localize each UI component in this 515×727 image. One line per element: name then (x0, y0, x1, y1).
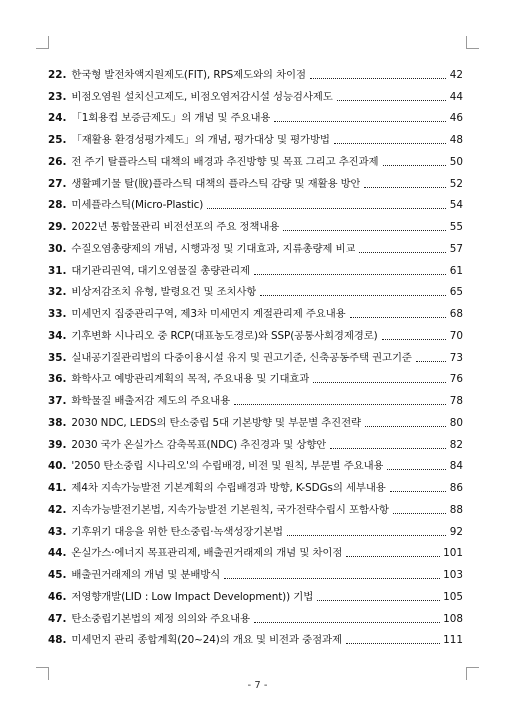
toc-entry-title: 2030 국가 온실가스 감축목표(NDC) 추진경과 및 상향안 (71, 438, 327, 451)
toc-entry-title: 미세먼지 집중관리구역, 제3차 미세먼지 계절관리제 주요내용 (71, 308, 346, 320)
toc-entry[interactable] (48, 473, 463, 495)
toc-entry[interactable] (48, 321, 463, 343)
toc-dot-leader (337, 99, 446, 101)
toc-entry[interactable] (48, 386, 463, 408)
toc-entry[interactable] (48, 365, 463, 387)
toc-dot-leader (346, 642, 440, 644)
toc-entry[interactable] (48, 234, 463, 256)
toc-entry[interactable] (48, 125, 463, 147)
toc-dot-leader (310, 77, 446, 79)
toc-entry-page: 105 (443, 590, 463, 603)
crop-mark-bottom-right (466, 667, 479, 680)
toc-entry-title: '2050 탄소중립 시나리오'의 수립배경, 비전 및 원칙, 부문별 주요내용 (71, 460, 384, 473)
toc-entry-page: 84 (449, 460, 463, 473)
toc-entry-number: 34. (48, 329, 67, 342)
toc-dot-leader (283, 229, 446, 231)
toc-entry-page: 70 (449, 329, 463, 342)
toc-entry-page: 55 (449, 221, 463, 233)
toc-entry[interactable] (48, 169, 463, 191)
toc-dot-leader (359, 251, 446, 253)
toc-entry[interactable] (48, 582, 463, 604)
toc-entry-number: 36. (48, 373, 67, 386)
toc-entry-number: 41. (48, 482, 67, 494)
table-of-contents (48, 60, 463, 647)
toc-entry-title: 비점오염원 설치신고제도, 비점오염저감시설 성능검사제도 (71, 90, 333, 103)
toc-dot-leader (365, 425, 446, 427)
toc-entry-title: 기후위기 대응을 위한 탄소중립·녹색성장기본법 (71, 525, 283, 538)
toc-entry[interactable] (48, 147, 463, 169)
page-number: - 7 - (247, 680, 268, 691)
toc-entry[interactable] (48, 82, 463, 104)
toc-entry-number: 35. (48, 351, 67, 364)
toc-dot-leader (254, 621, 440, 623)
toc-entry-number: 42. (48, 503, 67, 516)
crop-mark-top-right (466, 36, 479, 49)
toc-entry-page: 73 (449, 351, 463, 364)
toc-entry-number: 31. (48, 264, 67, 277)
toc-entry-title: 전 주기 탈플라스틱 대책의 배경과 추진방향 및 목표 그리고 추진과제 (71, 155, 379, 168)
toc-dot-leader (383, 164, 447, 166)
toc-entry-number: 43. (48, 525, 67, 538)
toc-entry-title: 「1회용컵 보증금제도」의 개념 및 주요내용 (71, 112, 271, 125)
toc-entry-page: 68 (449, 308, 463, 320)
toc-entry-number: 46. (48, 590, 67, 603)
toc-entry-title: 화학사고 예방관리계획의 목적, 주요내용 및 기대효과 (71, 373, 310, 386)
toc-entry-title: 대기관리권역, 대기오염물질 총량관리제 (71, 264, 250, 277)
toc-entry-page: 80 (449, 416, 463, 429)
toc-entry-title: 배출권거래제의 개념 및 분배방식 (71, 569, 221, 581)
toc-entry-page: 48 (449, 134, 463, 146)
toc-entry-title: 지속가능발전기본법, 지속가능발전 기본원칙, 국가전략수립시 포함사항 (71, 503, 389, 516)
toc-entry[interactable] (48, 278, 463, 300)
toc-dot-leader (390, 490, 446, 492)
toc-dot-leader (393, 512, 446, 514)
toc-entry-number: 45. (48, 569, 67, 581)
toc-entry-title: 미세먼지 관리 종합계획(20~24)의 개요 및 비전과 중점과제 (71, 634, 342, 647)
toc-dot-leader (350, 316, 446, 318)
toc-entry-title: 「재활용 환경성평가제도」의 개념, 평가대상 및 평가방법 (71, 134, 330, 146)
toc-dot-leader (260, 294, 446, 296)
toc-entry[interactable] (48, 408, 463, 430)
toc-entry-title: 비상저감조치 유형, 발령요건 및 조치사항 (71, 286, 257, 299)
toc-entry-page: 78 (449, 395, 463, 407)
toc-entry[interactable] (48, 256, 463, 278)
toc-entry[interactable] (48, 212, 463, 234)
toc-entry-page: 50 (449, 155, 463, 168)
toc-dot-leader (313, 381, 446, 383)
toc-entry-title: 2022년 통합물관리 비전선포의 주요 정책내용 (71, 221, 280, 233)
toc-dot-leader (416, 360, 446, 362)
toc-entry[interactable] (48, 343, 463, 365)
toc-entry-number: 24. (48, 112, 67, 125)
toc-entry-number: 28. (48, 199, 67, 212)
toc-entry-number: 37. (48, 395, 67, 407)
toc-entry-title: 제4차 지속가능발전 기본계획의 수립배경과 방향, K-SDGs의 세부내용 (71, 482, 386, 494)
toc-entry[interactable] (48, 299, 463, 321)
toc-entry-page: 42 (449, 68, 463, 81)
toc-entry-page: 44 (449, 90, 463, 103)
toc-entry-page: 65 (449, 286, 463, 299)
toc-entry[interactable] (48, 452, 463, 474)
toc-entry-number: 39. (48, 438, 67, 451)
toc-entry-page: 76 (449, 373, 463, 386)
toc-entry-number: 38. (48, 416, 67, 429)
toc-entry-page: 111 (443, 634, 463, 647)
toc-entry-page: 101 (443, 547, 463, 560)
toc-entry-number: 25. (48, 134, 67, 146)
toc-entry-title: 온실가스·에너지 목표관리제, 배출권거래제의 개념 및 차이점 (71, 547, 343, 560)
toc-entry-number: 26. (48, 155, 67, 168)
toc-entry-title: 2030 NDC, LEDS의 탄소중립 5대 기본방향 및 부문별 추진전략 (71, 416, 361, 429)
toc-dot-leader (330, 447, 446, 449)
crop-mark-top-left (36, 36, 49, 49)
toc-dot-leader (274, 120, 446, 122)
toc-entry-page: 57 (449, 242, 463, 255)
toc-dot-leader (234, 403, 446, 405)
toc-entry-title: 한국형 발전차액지원제도(FIT), RPS제도와의 차이점 (71, 68, 306, 81)
toc-entry[interactable] (48, 604, 463, 626)
toc-entry-number: 47. (48, 612, 67, 625)
toc-entry-page: 46 (449, 112, 463, 125)
toc-entry-title: 화학물질 배출저감 제도의 주요내용 (71, 395, 231, 407)
toc-entry[interactable] (48, 626, 463, 648)
toc-entry-number: 44. (48, 547, 67, 560)
toc-entry-title: 저영향개발(LID : Low Impact Development)) 기법 (71, 590, 314, 603)
toc-entry-page: 92 (449, 525, 463, 538)
toc-dot-leader (387, 468, 446, 470)
toc-dot-leader (334, 142, 446, 144)
toc-entry[interactable] (48, 560, 463, 582)
toc-entry[interactable] (48, 430, 463, 452)
toc-entry-number: 27. (48, 177, 67, 190)
toc-entry-number: 32. (48, 286, 67, 299)
toc-entry-page: 86 (449, 482, 463, 494)
toc-entry-title: 실내공기질관리법의 다중이용시설 유지 및 권고기준, 신축공동주택 권고기준 (71, 351, 412, 364)
toc-entry[interactable] (48, 495, 463, 517)
toc-dot-leader (364, 186, 446, 188)
toc-entry[interactable] (48, 191, 463, 213)
toc-entry-title: 생활폐기물 탈(脫)플라스틱 대책의 플라스틱 감량 및 재활용 방안 (71, 177, 361, 190)
toc-entry[interactable] (48, 104, 463, 126)
toc-entry-title: 미세플라스틱(Micro-Plastic) (71, 199, 204, 212)
toc-entry-page: 88 (449, 503, 463, 516)
toc-entry[interactable] (48, 517, 463, 539)
toc-entry-number: 48. (48, 634, 67, 647)
toc-entry-page: 54 (449, 199, 463, 212)
toc-dot-leader (382, 338, 446, 340)
toc-dot-leader (287, 534, 446, 536)
crop-mark-bottom-left (36, 667, 49, 680)
toc-entry-page: 108 (443, 612, 463, 625)
toc-entry-number: 29. (48, 221, 67, 233)
toc-entry-page: 61 (449, 264, 463, 277)
toc-entry-number: 40. (48, 460, 67, 473)
toc-entry[interactable] (48, 539, 463, 561)
toc-dot-leader (254, 273, 446, 275)
toc-dot-leader (224, 577, 440, 579)
toc-entry-page: 52 (449, 177, 463, 190)
toc-dot-leader (346, 555, 440, 557)
toc-entry-page: 103 (443, 569, 463, 581)
toc-entry-title: 수질오염총량제의 개념, 시행과정 및 기대효과, 지류총량제 비교 (71, 242, 356, 255)
toc-entry[interactable] (48, 60, 463, 82)
toc-entry-page: 82 (449, 438, 463, 451)
toc-dot-leader (207, 207, 446, 209)
toc-entry-number: 22. (48, 68, 67, 81)
toc-entry-title: 탄소중립기본법의 제정 의의와 주요내용 (71, 612, 250, 625)
toc-entry-number: 33. (48, 308, 67, 320)
toc-entry-title: 기후변화 시나리오 중 RCP(대표농도경로)와 SSP(공통사회경제경로) (71, 329, 378, 342)
toc-entry-number: 30. (48, 242, 67, 255)
toc-entry-number: 23. (48, 90, 67, 103)
toc-dot-leader (317, 599, 440, 601)
